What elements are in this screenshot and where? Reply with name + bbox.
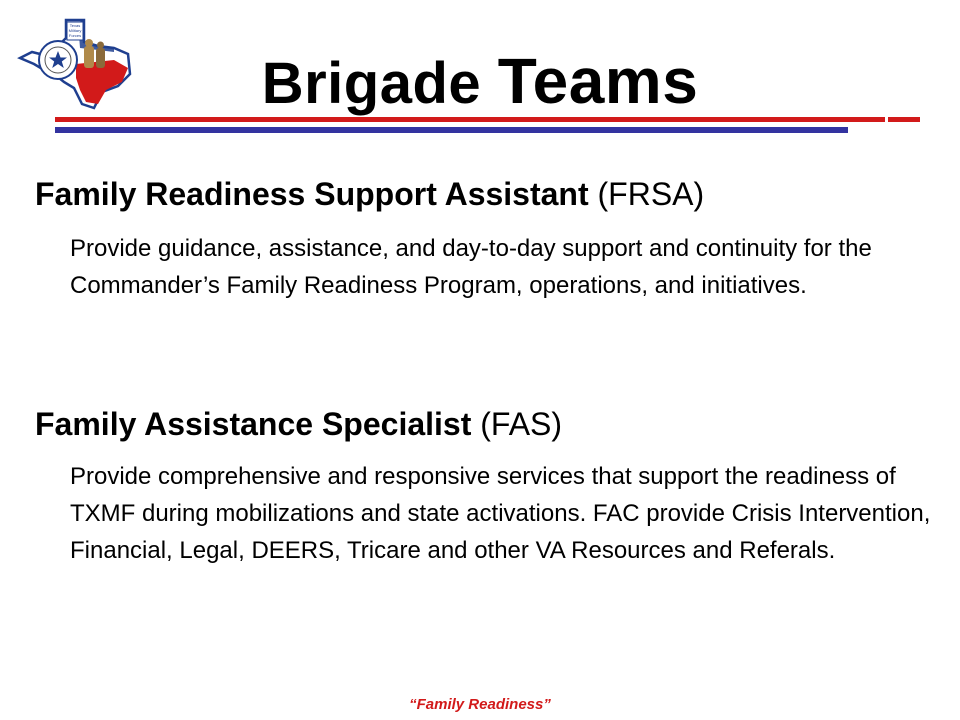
logo-text-line2: Military <box>68 28 82 33</box>
title-part-2: Teams <box>497 45 699 117</box>
logo-text-line3: Forces <box>68 33 82 38</box>
section-body-fas: Provide comprehensive and responsive services that support the readiness of TXMF during mobilizations and state activations. FAC provide Crisis Intervention, Financial, Legal, DEERS, Tricare and other VA Resources and Referals. <box>70 463 931 564</box>
section-heading-fas <box>35 406 562 443</box>
section-title: Family Assistance Specialist <box>35 406 472 442</box>
title-part-1: Brigade <box>261 51 482 116</box>
section-heading-frsa <box>35 176 704 213</box>
footer-tagline: “Family Readiness” <box>409 696 551 713</box>
title-rule-red <box>55 117 885 122</box>
section-title: Family Readiness Support Assistant <box>35 176 589 212</box>
section-abbr: (FAS) <box>480 406 563 442</box>
section-abbr: (FRSA) <box>597 176 705 212</box>
title-rule-red-tail <box>888 117 920 122</box>
section-body-frsa: Provide guidance, assistance, and day-to-day support and continuity for the Commander’s Family Readiness Program, operations, and initiatives. <box>70 235 872 299</box>
logo-text-line1: Texas <box>69 23 81 28</box>
title-rule-blue <box>55 127 848 133</box>
slide-title <box>0 44 960 118</box>
